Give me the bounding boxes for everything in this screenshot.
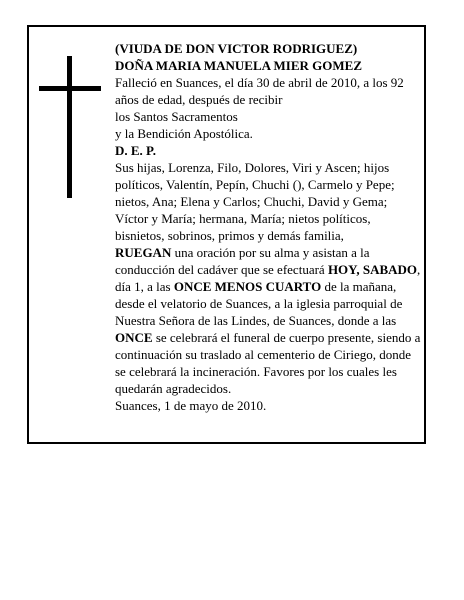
request-text-4: se celebrará el funeral de cuerpo presente, siendo a continuación su traslado al cementerio de Ciriego, donde se celebrará la incineración. Favores por los cuales les quedarán agradecidos. [115, 330, 421, 396]
hoy-sabado: HOY, SABADO [327, 262, 418, 277]
death-notice: Falleció en Suances, el día 30 de abril de 2010, a los 92 años de edad, después de recibir [115, 75, 404, 107]
funeral-time: ONCE [115, 330, 153, 345]
request-text-3: de la mañana, desde el velatorio de Suances, a la iglesia parroquial de Nuestra Señora de las Lindes, de Suances, donde a las [115, 279, 403, 328]
cross-icon-crossbar [39, 86, 101, 91]
funeral-request [115, 244, 421, 397]
family-list: Sus hijas, Lorenza, Filo, Dolores, Viri y Ascen; hijos políticos, Valentín, Pepín, Chuchi (), Carmelo y Pepe; nietos, Ana; Elena y Carlos; Chuchi, David y Gema; Víctor y María; hermana, María; nietos políticos, bisnietos, sobrinos, primos y demás familia, [115, 160, 395, 243]
deceased-name: DOÑA MARIA MANUELA MIER GOMEZ [115, 58, 363, 73]
ruegan-word: RUEGAN [115, 245, 172, 260]
cross-icon [67, 56, 72, 198]
obituary-frame [27, 25, 426, 444]
request-text-1: una oración por su alma y asistan a la conducción del cadáver que se efectuará [115, 245, 370, 277]
blessing-line: y la Bendición Apostólica. [115, 126, 253, 141]
dep-line: D. E. P. [115, 143, 157, 158]
widow-line: (VIUDA DE DON VICTOR RODRIGUEZ) [115, 41, 358, 56]
ceremony-time: ONCE MENOS CUARTO [173, 279, 322, 294]
sacraments-line: los Santos Sacramentos [115, 109, 238, 124]
obituary-text [115, 40, 421, 414]
dateline: Suances, 1 de mayo de 2010. [115, 398, 267, 413]
request-text-2: , día 1, a las [115, 262, 421, 294]
